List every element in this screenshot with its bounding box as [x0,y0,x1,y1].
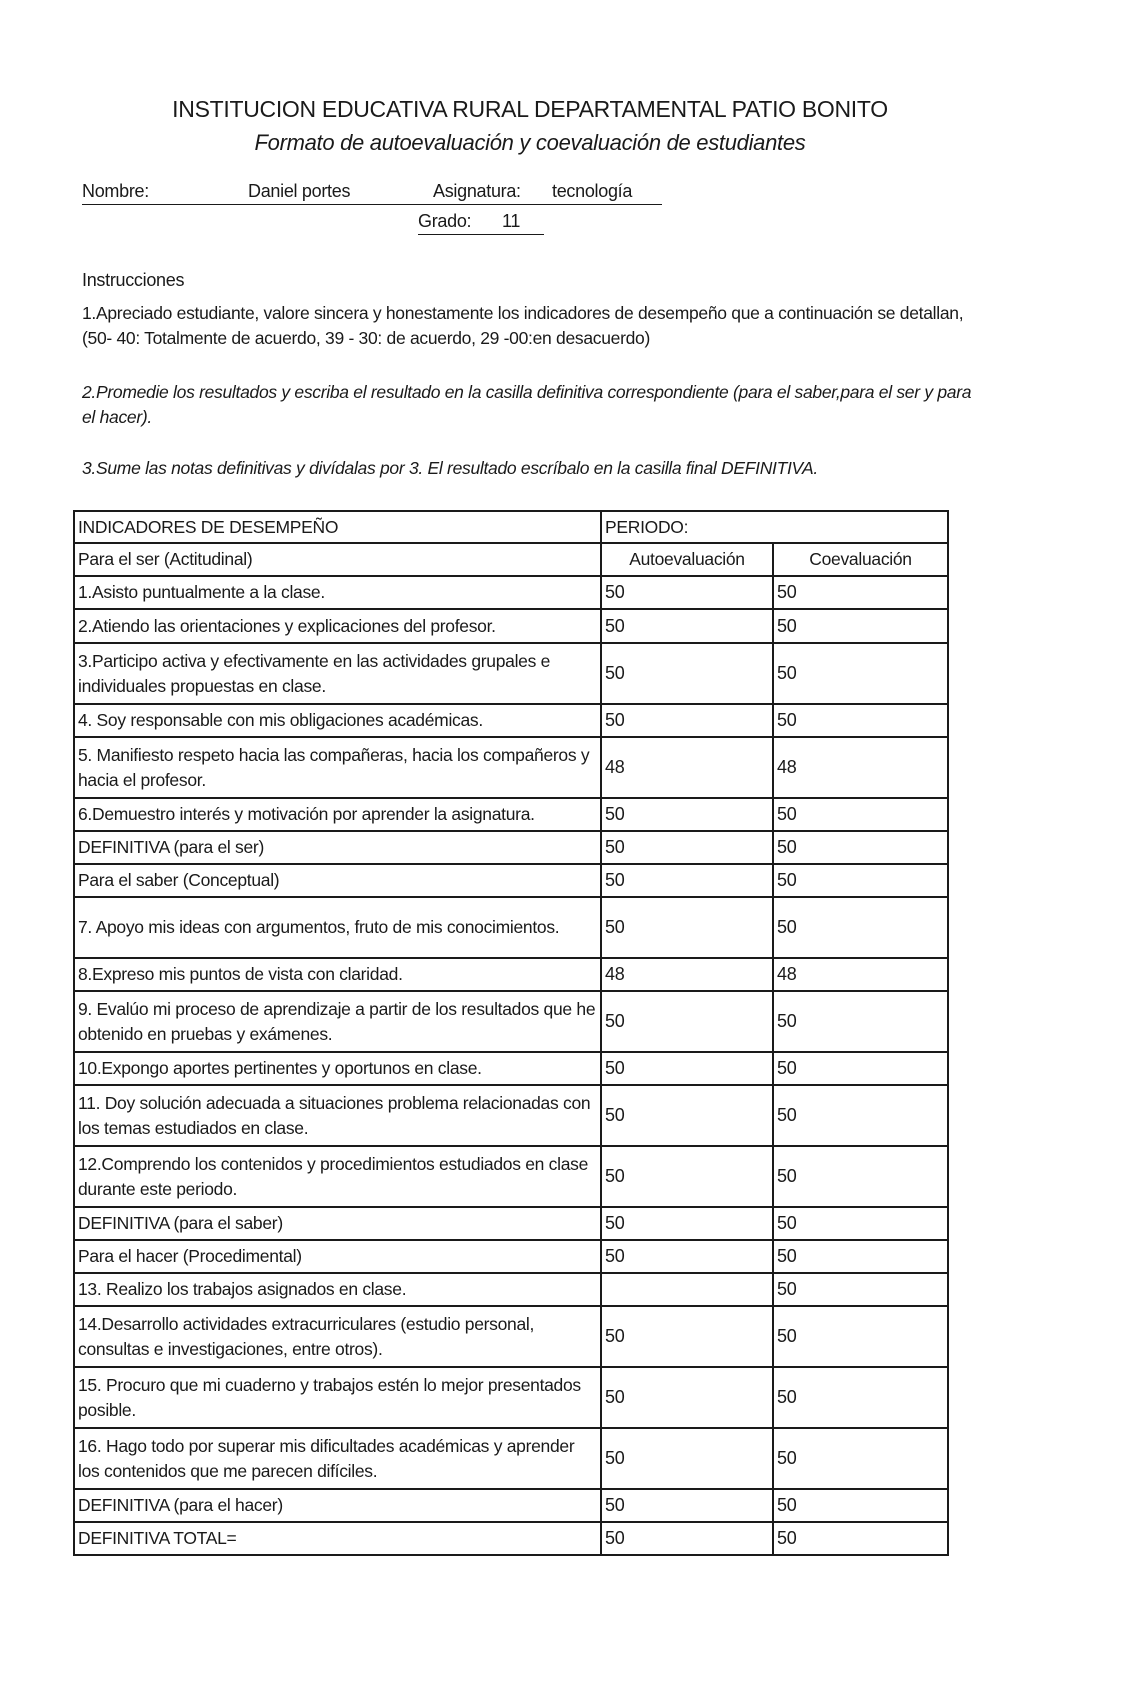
auto-score: 50 [601,1428,773,1489]
indicator-label: 7. Apoyo mis ideas con argumentos, fruto de mis conocimientos. [74,897,601,958]
coe-score: 50 [773,1207,948,1240]
coe-score: 50 [773,1240,948,1273]
auto-score: 50 [601,1489,773,1522]
auto-score: 50 [601,897,773,958]
indicator-label: 4. Soy responsable con mis obligaciones académicas. [74,704,601,737]
name-label: Nombre: [82,181,149,201]
indicator-label: 16. Hago todo por superar mis dificultades académicas y aprender los contenidos que me parecen difíciles. [74,1428,601,1489]
coe-score: 50 [773,1367,948,1428]
indicator-label: 6.Demuestro interés y motivación por aprender la asignatura. [74,798,601,831]
table-row [74,643,948,704]
coe-score: 50 [773,864,948,897]
auto-score: 50 [601,1085,773,1146]
indicator-label: 9. Evalúo mi proceso de aprendizaje a partir de los resultados que he obtenido en pruebas y exámenes. [74,991,601,1052]
auto-score: 50 [601,704,773,737]
table-row [74,897,948,958]
table-row [74,1273,948,1306]
table-row [74,609,948,643]
coe-score: 48 [773,958,948,991]
coe-score: 50 [773,1052,948,1085]
coe-score: 50 [773,1306,948,1367]
instruction-2: 2.Promedie los resultados y escriba el resultado en la casilla definitiva correspondiente (para el saber,para el ser y para el hacer). [82,382,972,427]
indicator-label: DEFINITIVA (para el hacer) [74,1489,601,1522]
auto-score [601,1273,773,1306]
table-row [74,1240,948,1273]
auto-score: 50 [601,864,773,897]
table-row [74,1052,948,1085]
section-ser-label: Para el ser (Actitudinal) [74,543,601,576]
subject-value: tecnología [552,181,633,201]
indicator-label: DEFINITIVA (para el saber) [74,1207,601,1240]
coe-score: 50 [773,897,948,958]
name-value: Daniel portes [248,181,351,201]
indicator-label: 5. Manifiesto respeto hacia las compañeras, hacia los compañeros y hacia el profesor. [74,737,601,798]
col-coevaluacion: Coevaluación [773,543,948,576]
coe-score: 50 [773,831,948,864]
table-header-row [74,511,948,543]
table-row [74,1428,948,1489]
instruction-3: 3.Sume las notas definitivas y divídalas por 3. El resultado escríbalo en la casilla final DEFINITIVA. [82,458,818,478]
table-row [74,1367,948,1428]
coe-score: 50 [773,1522,948,1555]
coe-score: 50 [773,991,948,1052]
indicator-label: 13. Realizo los trabajos asignados en clase. [74,1273,601,1306]
table-row [74,737,948,798]
auto-score: 50 [601,1207,773,1240]
table-row [74,576,948,609]
table-row [74,1522,948,1555]
indicator-label: 8.Expreso mis puntos de vista con claridad. [74,958,601,991]
table-row [74,1489,948,1522]
performance-table [73,510,949,1556]
auto-score: 50 [601,991,773,1052]
coe-score: 50 [773,798,948,831]
instruction-1: 1.Apreciado estudiante, valore sincera y honestamente los indicadores de desempeño que a continuación se detallan, (50- 40: Totalmente de acuerdo, 39 - 30: de acuerdo, 29 -00:en desacuerdo) [82,303,964,348]
coe-score: 50 [773,609,948,643]
grade-underline [418,234,544,235]
indicator-label: 1.Asisto puntualmente a la clase. [74,576,601,609]
auto-score: 50 [601,1367,773,1428]
auto-score: 50 [601,576,773,609]
table-row [74,1146,948,1207]
auto-score: 50 [601,1306,773,1367]
coe-score: 50 [773,1085,948,1146]
table-row [74,1085,948,1146]
coe-score: 50 [773,1146,948,1207]
table-subheader-row [74,543,948,576]
auto-score: 50 [601,1052,773,1085]
indicator-label: 14.Desarrollo actividades extracurriculares (estudio personal, consultas e investigaciones, entre otros). [74,1306,601,1367]
indicator-label: DEFINITIVA TOTAL= [74,1522,601,1555]
auto-score: 50 [601,609,773,643]
auto-score: 50 [601,831,773,864]
coe-score: 50 [773,1273,948,1306]
indicator-label: 11. Doy solución adecuada a situaciones problema relacionadas con los temas estudiados en clase. [74,1085,601,1146]
coe-score: 50 [773,1428,948,1489]
coe-score: 48 [773,737,948,798]
indicator-label: Para el saber (Conceptual) [74,864,601,897]
coe-score: 50 [773,1489,948,1522]
auto-score: 50 [601,1522,773,1555]
table-row [74,958,948,991]
grade-value: 11 [502,211,521,231]
auto-score: 48 [601,737,773,798]
institution-title: INSTITUCION EDUCATIVA RURAL DEPARTAMENTAL PATIO BONITO [172,96,888,122]
table-row [74,831,948,864]
header-period: PERIODO: [601,511,948,543]
auto-score: 50 [601,798,773,831]
indicator-label: 12.Comprendo los contenidos y procedimientos estudiados en clase durante este periodo. [74,1146,601,1207]
auto-score: 50 [601,643,773,704]
table-row [74,1306,948,1367]
name-subject-underline [82,204,662,205]
header-indicators: INDICADORES DE DESEMPEÑO [74,511,601,543]
coe-score: 50 [773,576,948,609]
indicator-label: 10.Expongo aportes pertinentes y oportunos en clase. [74,1052,601,1085]
indicator-label: 3.Participo activa y efectivamente en las actividades grupales e individuales propuestas en clase. [74,643,601,704]
table-row [74,991,948,1052]
subject-label: Asignatura: [433,181,521,201]
form-title: Formato de autoevaluación y coevaluación de estudiantes [254,130,806,155]
table-row [74,1207,948,1240]
indicator-label: 15. Procuro que mi cuaderno y trabajos estén lo mejor presentados posible. [74,1367,601,1428]
col-autoevaluacion: Autoevaluación [601,543,773,576]
table-row [74,864,948,897]
indicator-label: 2.Atiendo las orientaciones y explicaciones del profesor. [74,609,601,643]
coe-score: 50 [773,704,948,737]
auto-score: 50 [601,1240,773,1273]
instructions-heading: Instrucciones [82,270,185,290]
table-row [74,798,948,831]
coe-score: 50 [773,643,948,704]
indicator-label: Para el hacer (Procedimental) [74,1240,601,1273]
auto-score: 48 [601,958,773,991]
grade-label: Grado: [418,211,472,231]
auto-score: 50 [601,1146,773,1207]
indicator-label: DEFINITIVA (para el ser) [74,831,601,864]
table-row [74,704,948,737]
